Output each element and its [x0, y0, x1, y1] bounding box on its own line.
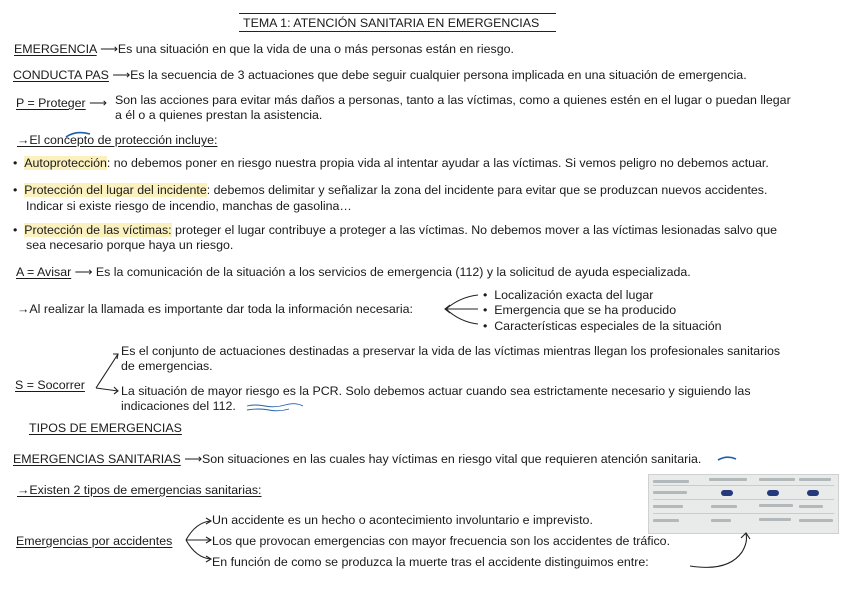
socorrer-def-1a: Es el conjunto de actuaciones destinadas a preservar la vida de las víctimas mientras llegan los profesionales sanitarios [121, 344, 781, 358]
page-title: TEMA 1: ATENCIÓN SANITARIA EN EMERGENCIAS [243, 16, 540, 30]
bullet-victimas [13, 223, 777, 238]
avisar-term: A = Avisar [16, 265, 72, 279]
bullet-label: Protección de las víctimas: [24, 223, 172, 237]
ink-mark-icon [716, 455, 740, 463]
arrow-icon: ⟶ [100, 42, 118, 56]
socorrer-def-2b: indicaciones del 112. [121, 399, 236, 413]
bullet-text: : debemos delimitar y señalizar la zona del incidente para evitar que se produzcan nuevos accidentes. [206, 183, 768, 197]
bullet-victimas-cont: sea necesario porque haya un riesgo. [26, 238, 234, 252]
avisar-line [16, 265, 691, 280]
emergencia-def: Es una situación en que la vida de una o más personas están en riesgo. [117, 42, 514, 56]
bullet-text: proteger el lugar contribuye a proteger a las víctimas. No debemos mover a las víctimas lesionadas salvo que [171, 223, 777, 237]
llamada-item: • Características especiales de la situación [483, 319, 722, 333]
branch-arrows-icon [442, 292, 482, 328]
conducta-term: CONDUCTA PAS [13, 68, 109, 82]
tipos-heading: TIPOS DE EMERGENCIAS [29, 421, 182, 435]
proteger-def-2: a él o a quienes prestan la asistencia. [115, 108, 323, 122]
socorrer-def-2a: La situación de mayor riesgo es la PCR. Solo debemos actuar cuando sea estrictamente necesario y siguiendo las [121, 384, 751, 398]
branch-arrows-icon [94, 348, 122, 394]
accidentes-item: Los que provocan emergencias con mayor frecuencia son los accidentes de tráfico. [212, 534, 671, 548]
accidentes-item: En función de como se produzca la muerte tras el accidente distinguimos entre: [212, 555, 649, 569]
bullet-lugar-cont: Indicar si existe riesgo de incendio, manchas de gasolina… [26, 199, 352, 213]
curved-arrow-icon [688, 532, 758, 572]
bullet-autoproteccion [13, 156, 769, 171]
arrow-icon: ⟶ [112, 68, 131, 82]
conducta-def: Es la secuencia de 3 actuaciones que debe seguir cualquier persona implicada en una situación de emergencia. [130, 68, 747, 82]
socorrer-def-1b: de emergencias. [121, 359, 213, 373]
concepto-heading: →El concepto de protección incluye: [17, 133, 218, 147]
proteger-def-1: Son las acciones para evitar más daños a personas, tanto a las víctimas, como a quienes estén en el lugar o puedan llegar [115, 93, 791, 107]
bullet-lugar [13, 183, 767, 198]
bullet-label: Protección del lugar del incidente [24, 183, 207, 197]
handwritten-note-icon [245, 402, 305, 414]
llamada-text: →Al realizar la llamada es importante dar toda la información necesaria: [17, 302, 414, 316]
proteger-term: P = Proteger [16, 96, 86, 110]
arrow-icon: ⟶ [89, 96, 107, 110]
bullet-text: : no debemos poner en riesgo nuestra propia vida al intentar ayudar a las víctimas. Si vemos peligro no debemos actuar. [106, 156, 769, 170]
existen-heading: →Existen 2 tipos de emergencias sanitarias: [17, 483, 262, 497]
emergencia-term: EMERGENCIA [14, 42, 97, 56]
title-rule-top [239, 13, 556, 14]
llamada-item: • Localización exacta del lugar [483, 288, 654, 302]
proteger-line [16, 96, 107, 111]
conducta-line [13, 68, 747, 83]
table-photo [648, 474, 839, 534]
emergencia-line [14, 42, 514, 57]
bullet-dot-icon: • [13, 156, 25, 170]
branch-arrows-icon [184, 514, 214, 562]
title-rule-bottom [239, 31, 556, 32]
bullet-dot-icon: • [13, 183, 25, 197]
arrow-icon: ⟶ [184, 452, 202, 466]
bullet-label: Autoprotección [24, 156, 107, 170]
sanitarias-def: Son situaciones en las cuales hay víctimas en riesgo vital que requieren atención sanitaria. [201, 452, 702, 466]
sanitarias-term: EMERGENCIAS SANITARIAS [13, 452, 181, 466]
ink-scribble-icon [64, 131, 94, 139]
arrow-icon: ⟶ [74, 265, 93, 279]
llamada-item: • Emergencia que se ha producido [483, 303, 677, 317]
sanitarias-line [13, 452, 701, 467]
accidentes-term: Emergencias por accidentes [16, 534, 173, 548]
socorrer-term: S = Socorrer [15, 378, 85, 392]
accidentes-item: Un accidente es un hecho o acontecimiento involuntario e imprevisto. [212, 513, 593, 527]
bullet-dot-icon: • [13, 223, 25, 237]
avisar-def: Es la comunicación de la situación a los servicios de emergencia (112) y la solicitud de ayuda especializada. [95, 265, 691, 279]
